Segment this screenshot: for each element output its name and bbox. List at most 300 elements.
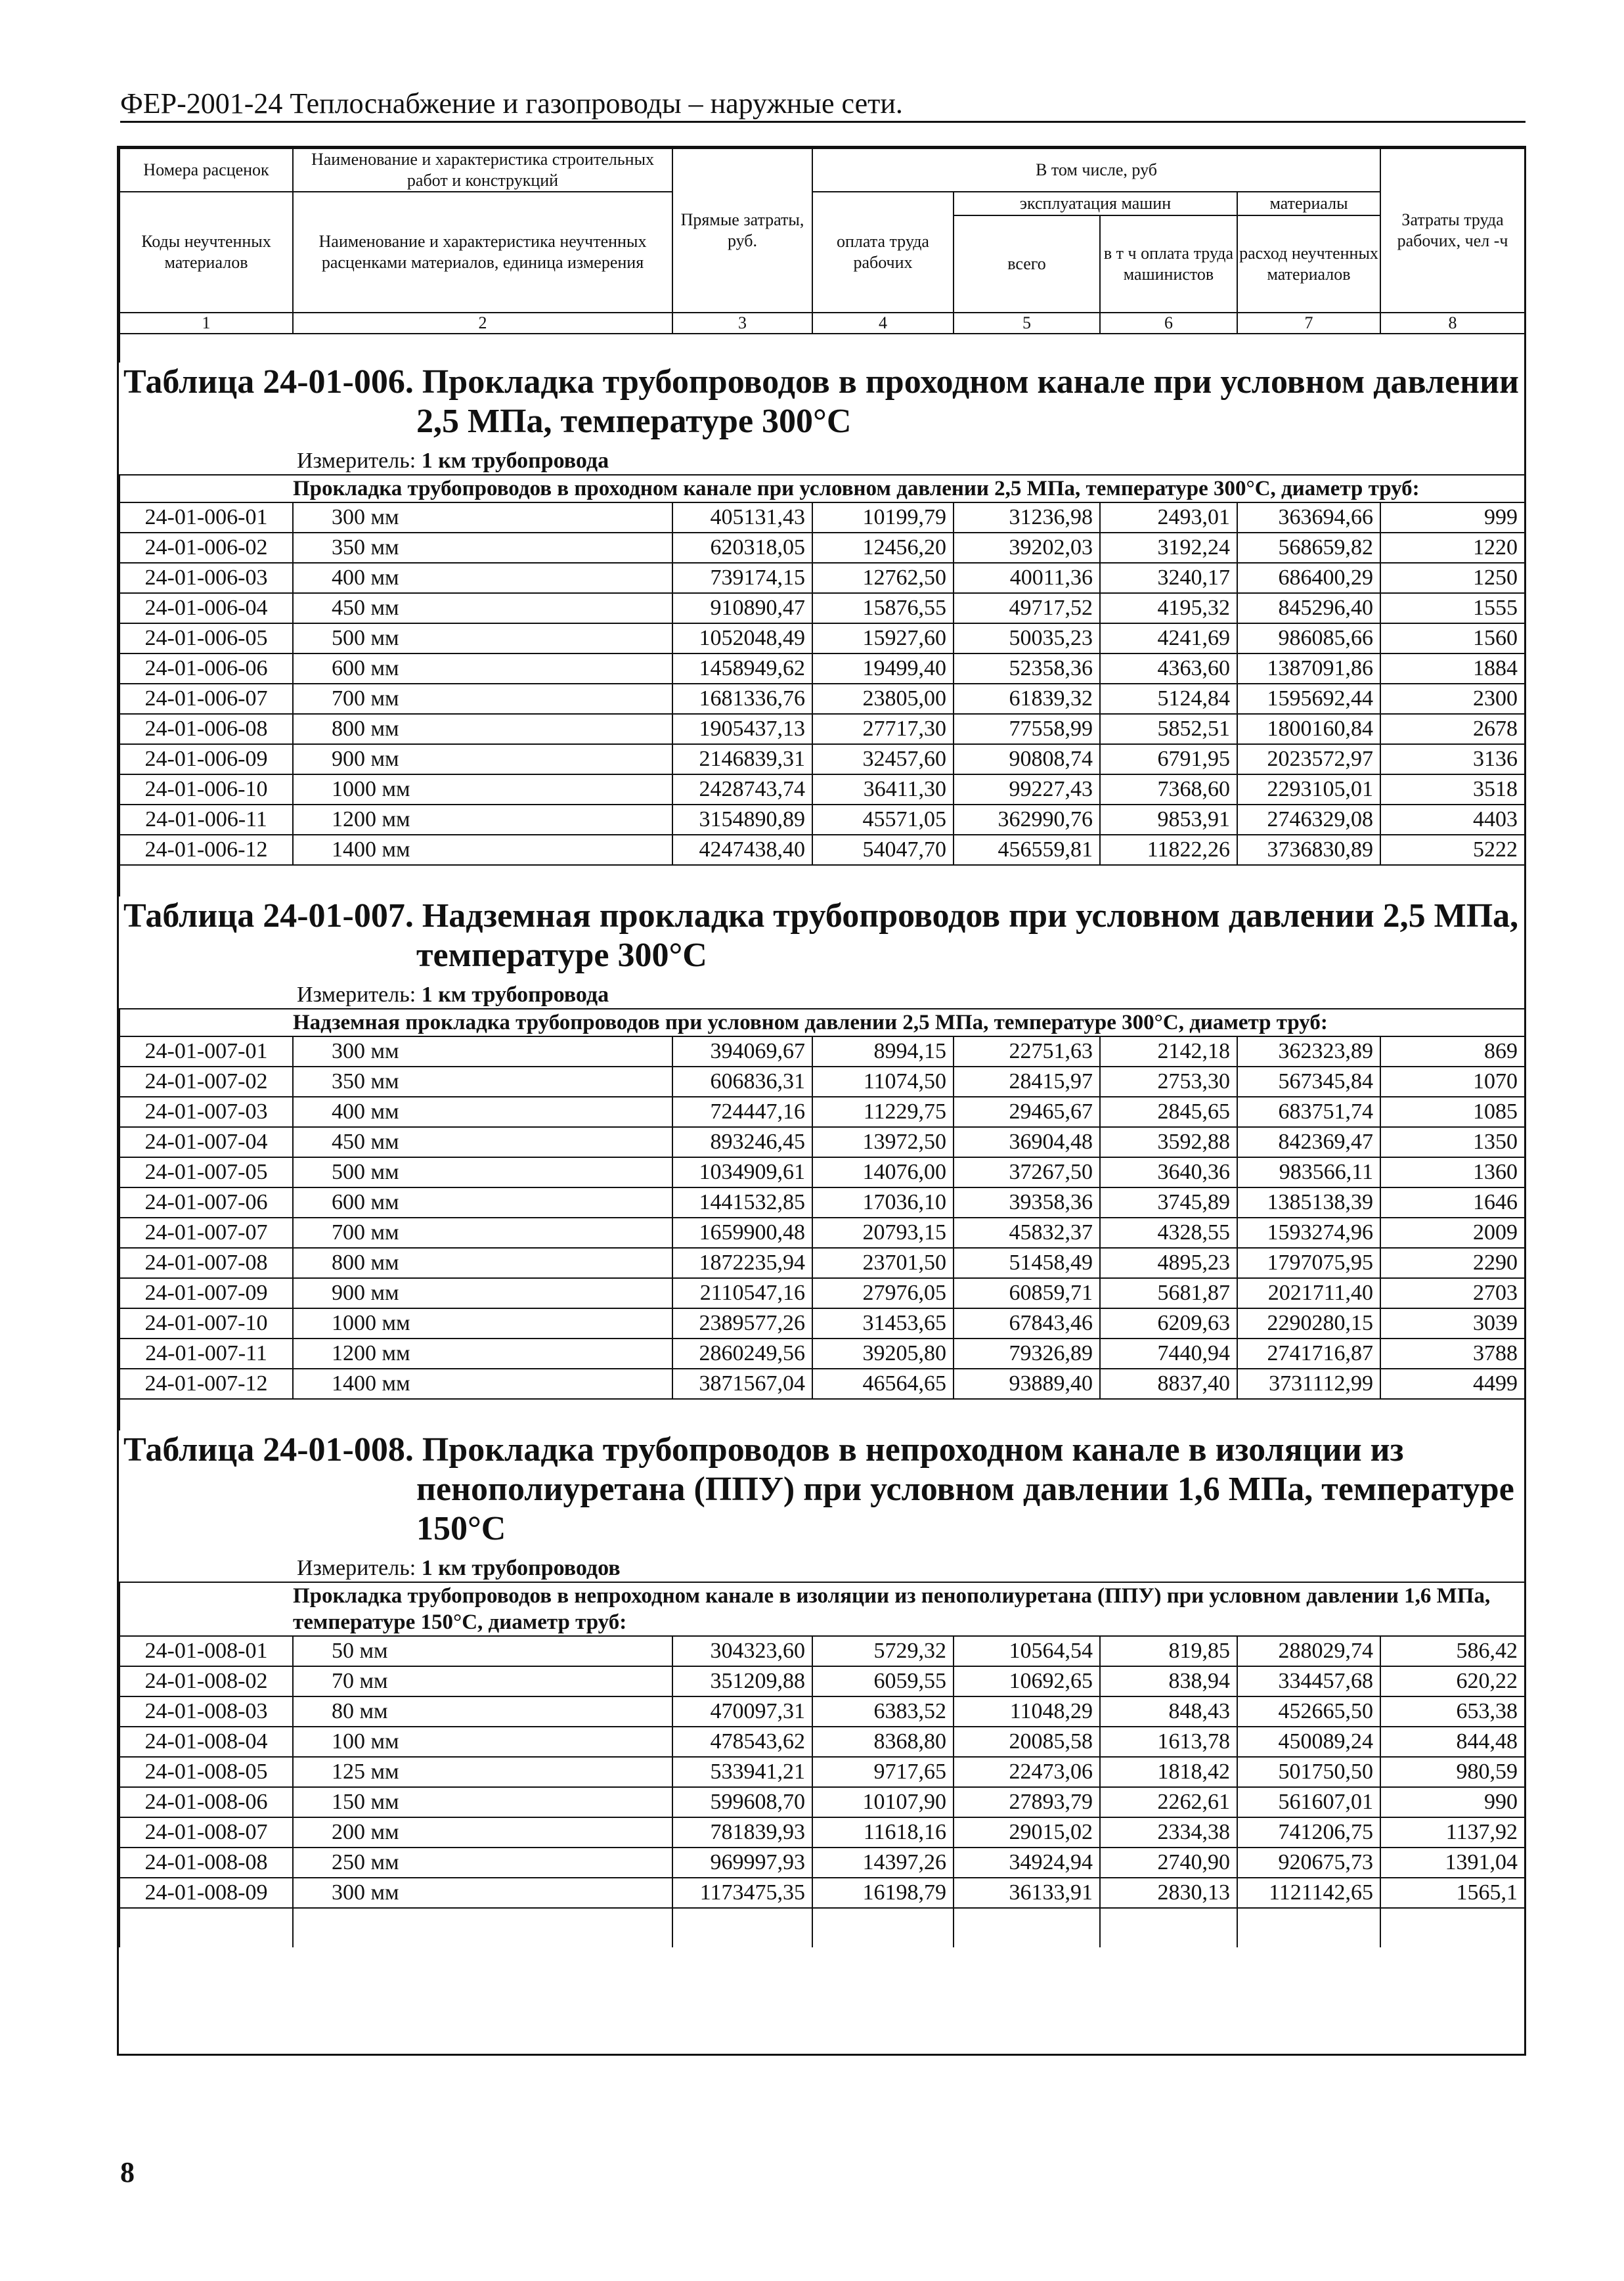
labor-pay: 8994,15 [812, 1036, 954, 1067]
machinists-pay: 5681,87 [1100, 1278, 1237, 1308]
measure-line [120, 1555, 1525, 1582]
materials-cost: 686400,29 [1237, 563, 1380, 593]
machines-total: 60859,71 [954, 1278, 1100, 1308]
machines-header: эксплуатация машин [954, 192, 1237, 215]
materials-cost: 3736830,89 [1237, 835, 1380, 865]
table-row [120, 593, 1525, 623]
machines-total: 40011,36 [954, 563, 1100, 593]
rate-code: 24-01-008-02 [120, 1666, 293, 1696]
machinists-pay: 2845,65 [1100, 1097, 1237, 1127]
rate-code: 24-01-007-12 [120, 1369, 293, 1399]
subtitle-row [120, 1009, 1525, 1036]
rate-code: 24-01-006-02 [120, 533, 293, 563]
machinists-pay: 3592,88 [1100, 1127, 1237, 1157]
col-number: 3 [672, 313, 812, 334]
rate-code: 24-01-008-09 [120, 1878, 293, 1908]
measure-value: 1 км трубопроводов [421, 1556, 621, 1580]
pipe-diameter: 1000 мм [293, 1308, 672, 1339]
col-number: 5 [954, 313, 1100, 334]
direct-costs: 405131,43 [672, 502, 812, 533]
labor-hours: 4403 [1380, 805, 1525, 835]
table-row [120, 1278, 1525, 1308]
rate-code: 24-01-006-04 [120, 593, 293, 623]
labor-hours: 3518 [1380, 774, 1525, 805]
direct-costs: 1458949,62 [672, 653, 812, 684]
rate-code: 24-01-008-07 [120, 1817, 293, 1848]
machines-total: 456559,81 [954, 835, 1100, 865]
machines-total: 67843,46 [954, 1308, 1100, 1339]
pipe-diameter: 1400 мм [293, 835, 672, 865]
table-title-continuation: 150°С [416, 1510, 506, 1547]
pipe-diameter: 450 мм [293, 593, 672, 623]
table-row [120, 563, 1525, 593]
table-row [120, 1757, 1525, 1787]
labor-hours: 1391,04 [1380, 1848, 1525, 1878]
table-row [120, 533, 1525, 563]
measure-value: 1 км трубопровода [421, 983, 609, 1007]
rate-code: 24-01-008-04 [120, 1727, 293, 1757]
table-row [120, 623, 1525, 653]
pipe-diameter: 600 мм [293, 653, 672, 684]
labor-pay: 14397,26 [812, 1848, 954, 1878]
rate-code: 24-01-006-05 [120, 623, 293, 653]
machinists-pay: 7368,60 [1100, 774, 1237, 805]
rate-code: 24-01-006-08 [120, 714, 293, 744]
pipe-diameter: 700 мм [293, 1218, 672, 1248]
machinists-pay: 7440,94 [1100, 1339, 1237, 1369]
measure-label: Измеритель: [297, 1556, 416, 1580]
pipe-diameter: 125 мм [293, 1757, 672, 1787]
col-2-top-header: Наименование и характеристика строительных работ и конструкций [293, 148, 672, 192]
table-row [120, 1878, 1525, 1908]
direct-costs: 470097,31 [672, 1696, 812, 1727]
table-row [120, 1727, 1525, 1757]
measure-line [120, 982, 1525, 1008]
table-row [120, 1097, 1525, 1127]
direct-costs: 1441532,85 [672, 1187, 812, 1218]
machines-total: 10564,54 [954, 1636, 1100, 1666]
machines-total: 28415,97 [954, 1067, 1100, 1097]
labor-hours: 2290 [1380, 1248, 1525, 1278]
labor-hours: 3788 [1380, 1339, 1525, 1369]
direct-costs: 893246,45 [672, 1127, 812, 1157]
table-row [120, 1817, 1525, 1848]
direct-costs: 478543,62 [672, 1727, 812, 1757]
table-title-row [120, 1430, 1525, 1582]
table-row [120, 1636, 1525, 1666]
col-3-header: Прямые затраты, руб. [672, 148, 812, 313]
machines-total: 49717,52 [954, 593, 1100, 623]
machines-total: 90808,74 [954, 744, 1100, 774]
labor-hours: 1646 [1380, 1187, 1525, 1218]
machines-total: 36133,91 [954, 1878, 1100, 1908]
labor-hours: 980,59 [1380, 1757, 1525, 1787]
materials-cost: 1797075,95 [1237, 1248, 1380, 1278]
table-title: Таблица 24-01-006. Прокладка трубопроводов в проходном канале при условном давлении [123, 363, 1519, 401]
labor-pay: 20793,15 [812, 1218, 954, 1248]
labor-hours: 1555 [1380, 593, 1525, 623]
labor-hours: 999 [1380, 502, 1525, 533]
col-number: 2 [293, 313, 672, 334]
labor-pay: 12762,50 [812, 563, 954, 593]
table-subtitle: Надземная прокладка трубопроводов при условном давлении 2,5 МПа, температуре 300°С, диаметр труб: [293, 1009, 1525, 1036]
materials-cost: 2290280,15 [1237, 1308, 1380, 1339]
rate-code: 24-01-007-06 [120, 1187, 293, 1218]
direct-costs: 2389577,26 [672, 1308, 812, 1339]
labor-hours: 3136 [1380, 744, 1525, 774]
table-row [120, 805, 1525, 835]
labor-hours: 1350 [1380, 1127, 1525, 1157]
direct-costs: 599608,70 [672, 1787, 812, 1817]
pipe-diameter: 800 мм [293, 714, 672, 744]
machines-total: 31236,98 [954, 502, 1100, 533]
machines-total: 36904,48 [954, 1127, 1100, 1157]
table-row [120, 502, 1525, 533]
measure-line [120, 448, 1525, 474]
labor-pay: 32457,60 [812, 744, 954, 774]
table-row [120, 1036, 1525, 1067]
direct-costs: 2110547,16 [672, 1278, 812, 1308]
pipe-diameter: 600 мм [293, 1187, 672, 1218]
pipe-diameter: 500 мм [293, 1157, 672, 1187]
machines-total: 39202,03 [954, 533, 1100, 563]
machinists-pay: 6209,63 [1100, 1308, 1237, 1339]
direct-costs: 1034909,61 [672, 1157, 812, 1187]
machinists-pay: 3192,24 [1100, 533, 1237, 563]
machines-total: 45832,37 [954, 1218, 1100, 1248]
labor-hours: 869 [1380, 1036, 1525, 1067]
labor-hours: 1884 [1380, 653, 1525, 684]
table-row [120, 714, 1525, 744]
materials-cost: 741206,75 [1237, 1817, 1380, 1848]
machinists-pay: 3240,17 [1100, 563, 1237, 593]
labor-hours: 990 [1380, 1787, 1525, 1817]
machinists-pay: 5852,51 [1100, 714, 1237, 744]
pipe-diameter: 1400 мм [293, 1369, 672, 1399]
rate-code: 24-01-007-11 [120, 1339, 293, 1369]
table-title-row [120, 363, 1525, 475]
rate-code: 24-01-007-01 [120, 1036, 293, 1067]
labor-hours: 2678 [1380, 714, 1525, 744]
machines-total: 50035,23 [954, 623, 1100, 653]
labor-hours: 2300 [1380, 684, 1525, 714]
direct-costs: 533941,21 [672, 1757, 812, 1787]
rate-code: 24-01-007-09 [120, 1278, 293, 1308]
labor-pay: 11229,75 [812, 1097, 954, 1127]
labor-hours: 653,38 [1380, 1696, 1525, 1727]
page-header: ФЕР-2001-24 Теплоснабжение и газопроводы – наружные сети. [120, 87, 1525, 123]
table-row [120, 1308, 1525, 1339]
table-row [120, 1157, 1525, 1187]
pipe-diameter: 300 мм [293, 502, 672, 533]
materials-cost: 986085,66 [1237, 623, 1380, 653]
labor-hours: 3039 [1380, 1308, 1525, 1339]
pipe-diameter: 100 мм [293, 1727, 672, 1757]
rate-code: 24-01-007-05 [120, 1157, 293, 1187]
labor-hours: 1560 [1380, 623, 1525, 653]
materials-cost: 1385138,39 [1237, 1187, 1380, 1218]
materials-cost: 288029,74 [1237, 1636, 1380, 1666]
table-row [120, 1127, 1525, 1157]
table-title: Таблица 24-01-008. Прокладка трубопроводов в непроходном канале в изоляции из [123, 1431, 1404, 1469]
table-row [120, 774, 1525, 805]
labor-pay: 12456,20 [812, 533, 954, 563]
pipe-diameter: 800 мм [293, 1248, 672, 1278]
col-number: 1 [120, 313, 293, 334]
labor-hours: 1220 [1380, 533, 1525, 563]
direct-costs: 2428743,74 [672, 774, 812, 805]
labor-hours: 4499 [1380, 1369, 1525, 1399]
table-subtitle: Прокладка трубопроводов в непроходном канале в изоляции из пенополиуретана (ППУ) при условном давлении 1,6 МПа, температуре 150°С, диаметр труб: [293, 1582, 1525, 1636]
machinists-pay: 4895,23 [1100, 1248, 1237, 1278]
machinists-pay: 4328,55 [1100, 1218, 1237, 1248]
machines-total: 93889,40 [954, 1369, 1100, 1399]
machines-total: 11048,29 [954, 1696, 1100, 1727]
materials-cost: 683751,74 [1237, 1097, 1380, 1127]
machines-total: 22751,63 [954, 1036, 1100, 1067]
machines-total: 10692,65 [954, 1666, 1100, 1696]
rate-code: 24-01-007-03 [120, 1097, 293, 1127]
labor-pay: 10199,79 [812, 502, 954, 533]
table-title-continuation: 2,5 МПа, температуре 300°С [416, 403, 852, 440]
direct-costs: 3871567,04 [672, 1369, 812, 1399]
pipe-diameter: 300 мм [293, 1036, 672, 1067]
machinists-pay: 8837,40 [1100, 1369, 1237, 1399]
labor-hours: 1085 [1380, 1097, 1525, 1127]
table-row [120, 835, 1525, 865]
labor-pay: 11074,50 [812, 1067, 954, 1097]
labor-pay: 39205,80 [812, 1339, 954, 1369]
rate-code: 24-01-007-08 [120, 1248, 293, 1278]
machines-total: 34924,94 [954, 1848, 1100, 1878]
materials-cost: 2021711,40 [1237, 1278, 1380, 1308]
table-row [120, 1369, 1525, 1399]
rate-code: 24-01-007-04 [120, 1127, 293, 1157]
direct-costs: 781839,93 [672, 1817, 812, 1848]
labor-pay: 46564,65 [812, 1369, 954, 1399]
section-spacer [120, 865, 1525, 897]
machinists-pay: 4241,69 [1100, 623, 1237, 653]
pipe-diameter: 250 мм [293, 1848, 672, 1878]
materials-cost: 845296,40 [1237, 593, 1380, 623]
table-title-continuation: температуре 300°С [416, 937, 707, 974]
materials-cost: 501750,50 [1237, 1757, 1380, 1787]
machinists-pay: 1818,42 [1100, 1757, 1237, 1787]
direct-costs: 1173475,35 [672, 1878, 812, 1908]
machines-total: 51458,49 [954, 1248, 1100, 1278]
materials-cost: 334457,68 [1237, 1666, 1380, 1696]
direct-costs: 1659900,48 [672, 1218, 812, 1248]
pipe-diameter: 900 мм [293, 1278, 672, 1308]
rate-code: 24-01-007-10 [120, 1308, 293, 1339]
labor-hours: 586,42 [1380, 1636, 1525, 1666]
labor-pay: 8368,80 [812, 1727, 954, 1757]
table-row [120, 1187, 1525, 1218]
machinists-pay: 6791,95 [1100, 744, 1237, 774]
machines-total: 61839,32 [954, 684, 1100, 714]
labor-pay: 10107,90 [812, 1787, 954, 1817]
machines-total: 99227,43 [954, 774, 1100, 805]
pipe-diameter: 50 мм [293, 1636, 672, 1666]
rate-code: 24-01-006-07 [120, 684, 293, 714]
labor-pay: 36411,30 [812, 774, 954, 805]
direct-costs: 724447,16 [672, 1097, 812, 1127]
materials-cost: 2023572,97 [1237, 744, 1380, 774]
labor-pay: 54047,70 [812, 835, 954, 865]
pipe-diameter: 150 мм [293, 1787, 672, 1817]
materials-cost: 920675,73 [1237, 1848, 1380, 1878]
materials-cost: 363694,66 [1237, 502, 1380, 533]
table-subtitle: Прокладка трубопроводов в проходном канале при условном давлении 2,5 МПа, температуре 300°С, диаметр труб: [293, 475, 1525, 502]
col-number: 6 [1100, 313, 1237, 334]
materials-cost: 362323,89 [1237, 1036, 1380, 1067]
materials-cost: 450089,24 [1237, 1727, 1380, 1757]
labor-pay: 9717,65 [812, 1757, 954, 1787]
group-header: В том числе, руб [812, 148, 1380, 192]
table-row [120, 1339, 1525, 1369]
col-2-bottom-header: Наименование и характеристика неучтенных расценками материалов, единица измерения [293, 192, 672, 313]
pipe-diameter: 300 мм [293, 1878, 672, 1908]
table-title: Таблица 24-01-007. Надземная прокладка трубопроводов при условном давлении 2,5 МПа, [123, 897, 1519, 935]
machinists-pay: 3745,89 [1100, 1187, 1237, 1218]
table-tail [120, 1908, 1525, 1947]
materials-cost: 2746329,08 [1237, 805, 1380, 835]
labor-pay: 27717,30 [812, 714, 954, 744]
materials-cost: 2741716,87 [1237, 1339, 1380, 1369]
labor-hours: 1070 [1380, 1067, 1525, 1097]
measure-label: Измеритель: [297, 983, 416, 1007]
labor-pay: 14076,00 [812, 1157, 954, 1187]
labor-pay: 17036,10 [812, 1187, 954, 1218]
direct-costs: 739174,15 [672, 563, 812, 593]
table-row [120, 653, 1525, 684]
rate-code: 24-01-008-01 [120, 1636, 293, 1666]
table-row [120, 1787, 1525, 1817]
materials-cost: 1595692,44 [1237, 684, 1380, 714]
materials-cost: 3731112,99 [1237, 1369, 1380, 1399]
page-number: 8 [120, 2156, 135, 2188]
machinists-pay: 2830,13 [1100, 1878, 1237, 1908]
machinists-pay: 838,94 [1100, 1666, 1237, 1696]
machines-total: 362990,76 [954, 805, 1100, 835]
pipe-diameter: 200 мм [293, 1817, 672, 1848]
rate-code: 24-01-008-06 [120, 1787, 293, 1817]
rate-code: 24-01-008-05 [120, 1757, 293, 1787]
labor-pay: 11618,16 [812, 1817, 954, 1848]
materials-cost: 561607,01 [1237, 1787, 1380, 1817]
section-spacer [120, 334, 1525, 363]
machinists-pay: 4195,32 [1100, 593, 1237, 623]
direct-costs: 1681336,76 [672, 684, 812, 714]
materials-header: материалы [1237, 192, 1380, 215]
section-spacer [120, 1399, 1525, 1430]
materials-cost: 842369,47 [1237, 1127, 1380, 1157]
materials-cost: 1800160,84 [1237, 714, 1380, 744]
pipe-diameter: 350 мм [293, 1067, 672, 1097]
col-8-header: Затраты труда рабочих, чел -ч [1380, 148, 1525, 313]
pipe-diameter: 700 мм [293, 684, 672, 714]
rate-code: 24-01-008-08 [120, 1848, 293, 1878]
direct-costs: 910890,47 [672, 593, 812, 623]
rate-code: 24-01-006-01 [120, 502, 293, 533]
labor-hours: 620,22 [1380, 1666, 1525, 1696]
machinists-pay: 9853,91 [1100, 805, 1237, 835]
machines-total: 29015,02 [954, 1817, 1100, 1848]
machinists-pay: 3640,36 [1100, 1157, 1237, 1187]
labor-pay: 6059,55 [812, 1666, 954, 1696]
labor-pay: 5729,32 [812, 1636, 954, 1666]
labor-hours: 1360 [1380, 1157, 1525, 1187]
rate-code: 24-01-006-10 [120, 774, 293, 805]
labor-pay: 23805,00 [812, 684, 954, 714]
table-row [120, 1248, 1525, 1278]
materials-cost: 2293105,01 [1237, 774, 1380, 805]
subtitle-row [120, 475, 1525, 502]
pipe-diameter: 1000 мм [293, 774, 672, 805]
machinists-pay: 1613,78 [1100, 1727, 1237, 1757]
pipe-diameter: 80 мм [293, 1696, 672, 1727]
labor-pay: 16198,79 [812, 1878, 954, 1908]
machines-total: 39358,36 [954, 1187, 1100, 1218]
labor-pay: 45571,05 [812, 805, 954, 835]
subtitle-row [120, 1582, 1525, 1636]
labor-pay: 31453,65 [812, 1308, 954, 1339]
machinists-pay: 2493,01 [1100, 502, 1237, 533]
machinists-pay: 848,43 [1100, 1696, 1237, 1727]
direct-costs: 969997,93 [672, 1848, 812, 1878]
machines-total: 52358,36 [954, 653, 1100, 684]
machines-total: 20085,58 [954, 1727, 1100, 1757]
labor-pay: 23701,50 [812, 1248, 954, 1278]
direct-costs: 2146839,31 [672, 744, 812, 774]
col-1-bottom-header: Коды неучтенных материалов [120, 192, 293, 313]
machines-total: 79326,89 [954, 1339, 1100, 1369]
pipe-diameter: 450 мм [293, 1127, 672, 1157]
direct-costs: 351209,88 [672, 1666, 812, 1696]
direct-costs: 1052048,49 [672, 623, 812, 653]
pipe-diameter: 400 мм [293, 1097, 672, 1127]
pipe-diameter: 900 мм [293, 744, 672, 774]
rate-code: 24-01-006-09 [120, 744, 293, 774]
pipe-diameter: 500 мм [293, 623, 672, 653]
pipe-diameter: 1200 мм [293, 805, 672, 835]
labor-pay: 6383,52 [812, 1696, 954, 1727]
labor-hours: 844,48 [1380, 1727, 1525, 1757]
labor-hours: 1250 [1380, 563, 1525, 593]
col-number: 7 [1237, 313, 1380, 334]
machinists-pay: 2262,61 [1100, 1787, 1237, 1817]
machines-total: 77558,99 [954, 714, 1100, 744]
materials-cost: 568659,82 [1237, 533, 1380, 563]
measure-label: Измеритель: [297, 449, 416, 473]
measure-value: 1 км трубопровода [421, 449, 609, 473]
rate-code: 24-01-006-12 [120, 835, 293, 865]
direct-costs: 4247438,40 [672, 835, 812, 865]
col-6-header: в т ч оплата труда машинистов [1100, 215, 1237, 313]
labor-hours: 2703 [1380, 1278, 1525, 1308]
labor-hours: 2009 [1380, 1218, 1525, 1248]
table-row [120, 1067, 1525, 1097]
col-1-top-header: Номера расценок [120, 148, 293, 192]
labor-hours: 1137,92 [1380, 1817, 1525, 1848]
rate-code: 24-01-007-07 [120, 1218, 293, 1248]
labor-pay: 19499,40 [812, 653, 954, 684]
table-row [120, 1696, 1525, 1727]
labor-pay: 15876,55 [812, 593, 954, 623]
pipe-diameter: 350 мм [293, 533, 672, 563]
direct-costs: 606836,31 [672, 1067, 812, 1097]
rate-code: 24-01-008-03 [120, 1696, 293, 1727]
